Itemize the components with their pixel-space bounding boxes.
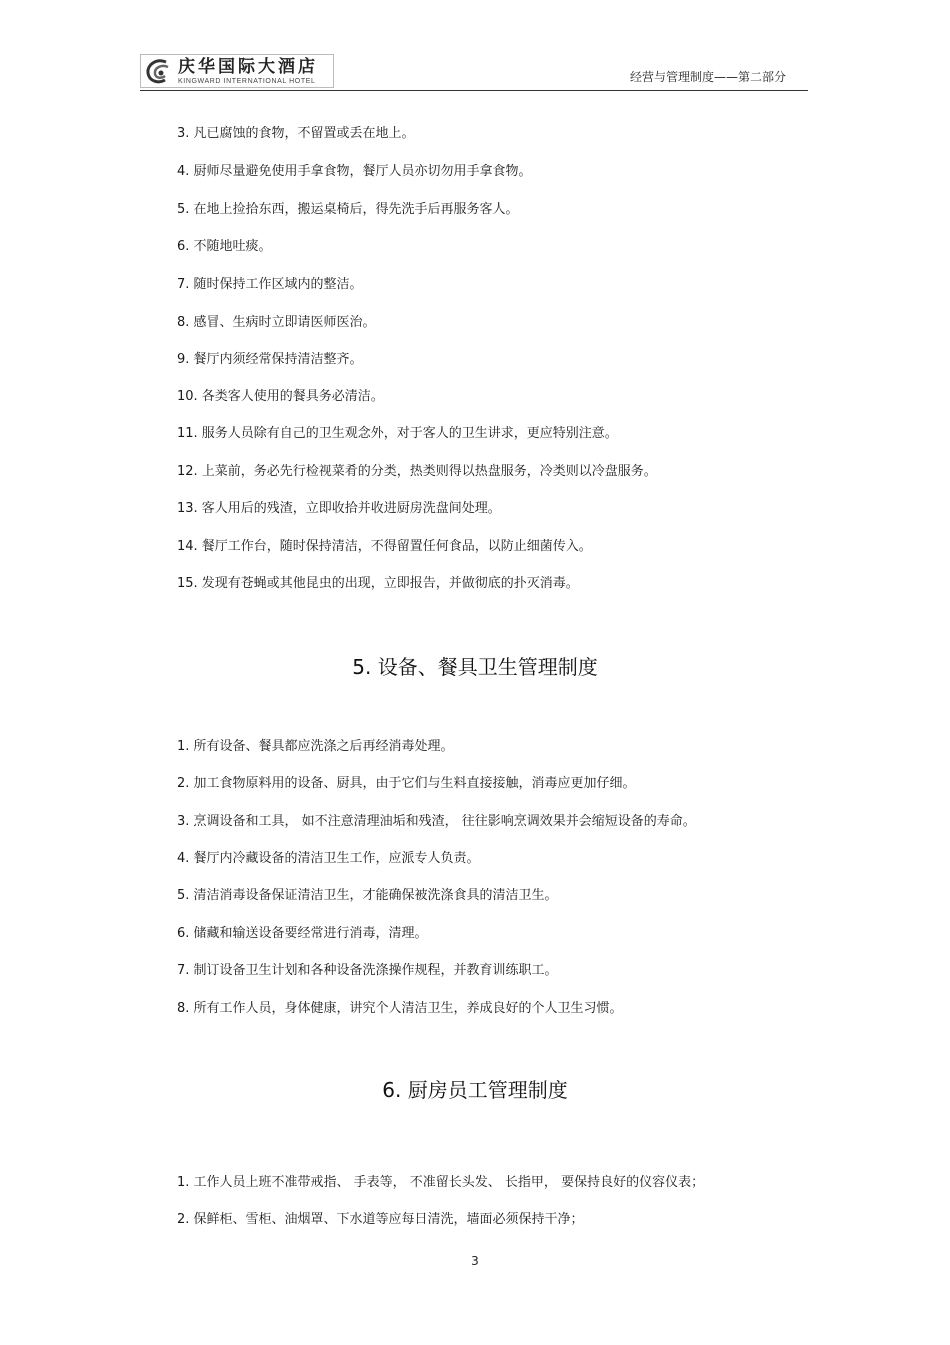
section-heading: 5. 设备、餐具卫生管理制度 [352,655,598,679]
list-item: 8. 所有工作人员，身体健康，讲究个人清洁卫生，养成良好的个人卫生习惯。 [177,1001,623,1016]
list-item: 7. 制订设备卫生计划和各种设备洗涤操作规程，并教育训练职工。 [177,963,558,978]
list-item: 11. 服务人员除有自己的卫生观念外，对于客人的卫生讲求，更应特别注意。 [177,426,618,441]
list-item: 7. 随时保持工作区域内的整洁。 [177,277,363,292]
list-item: 5. 清洁消毒设备保证清洁卫生，才能确保被洗涤食具的清洁卫生。 [177,888,558,903]
list-item: 4. 厨师尽量避免使用手拿食物，餐厅人员亦切勿用手拿食物。 [177,164,532,179]
list-item: 4. 餐厅内冷藏设备的清洁卫生工作，应派专人负责。 [177,851,480,866]
document-title: 经营与管理制度——第二部分 [629,70,786,84]
list-item: 6. 不随地吐痰。 [177,239,272,254]
list-item: 12. 上菜前，务必先行检视菜肴的分类，热类则得以热盘服务，冷类则以冷盘服务。 [177,464,657,479]
logo-swirl-icon [144,56,174,86]
list-item: 15. 发现有苍蝇或其他昆虫的出现，立即报告，并做彻底的扑灭消毒。 [177,576,579,591]
list-item: 3. 凡已腐蚀的食物，不留置或丢在地上。 [177,126,415,141]
list-item: 6. 储藏和输送设备要经常进行消毒，清理。 [177,926,428,941]
list-item: 5. 在地上捡拾东西，搬运桌椅后，得先洗手后再服务客人。 [177,202,519,217]
list-item: 2. 加工食物原料用的设备、厨具，由于它们与生料直接接触，消毒应更加仔细。 [177,776,636,791]
logo-chinese-name: 庆华国际大酒店 [178,56,318,77]
logo-english-name: KINGWARD INTERNATIONAL HOTEL [178,77,316,85]
list-item: 8. 感冒、生病时立即请医师医治。 [177,315,376,330]
list-item: 10. 各类客人使用的餐具务必清洁。 [177,389,384,404]
hotel-logo [144,52,318,90]
section-heading: 6. 厨房员工管理制度 [382,1078,568,1102]
list-item: 9. 餐厅内须经常保持清洁整齐。 [177,352,363,367]
list-item: 1. 工作人员上班不准带戒指、 手表等， 不准留长头发、 长指甲， 要保持良好的仪容仪表； [177,1175,705,1190]
header-divider [140,90,808,91]
page-header [140,52,808,92]
list-item: 13. 客人用后的残渣，立即收拾并收进厨房洗盘间处理。 [177,501,501,516]
list-item: 14. 餐厅工作台，随时保持清洁，不得留置任何食品，以防止细菌传入。 [177,539,592,554]
page-number: 3 [471,1254,479,1268]
list-item: 3. 烹调设备和工具， 如不注意清理油垢和残渣， 往往影响烹调效果并会缩短设备的寿命。 [177,814,696,829]
list-item: 2. 保鲜柜、雪柜、油烟罩、下水道等应每日清洗，墙面必须保持干净； [177,1212,584,1227]
list-item: 1. 所有设备、餐具都应洗涤之后再经消毒处理。 [177,739,454,754]
